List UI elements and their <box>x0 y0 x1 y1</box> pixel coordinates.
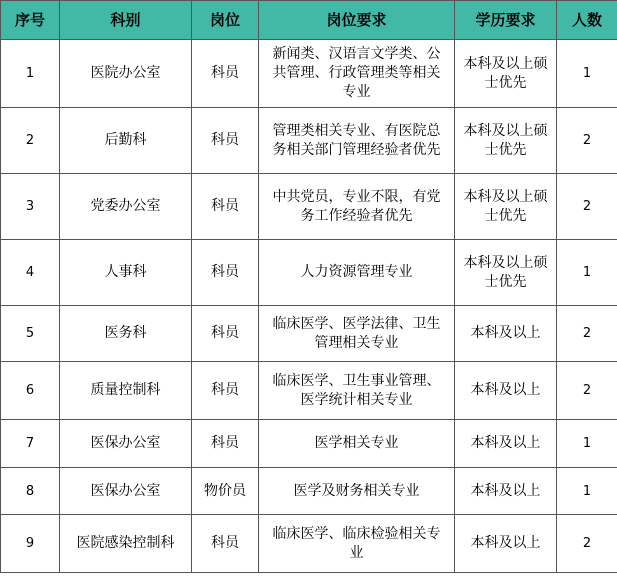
cell-post: 物价员 <box>192 468 259 515</box>
cell-education: 本科及以上硕士优先 <box>455 108 557 174</box>
cell-seq: 7 <box>1 420 60 468</box>
cell-seq: 3 <box>1 174 60 240</box>
cell-count: 1 <box>557 420 617 468</box>
table-row <box>1 306 617 362</box>
table-row <box>1 40 617 108</box>
cell-post: 科员 <box>192 108 259 174</box>
cell-requirement: 临床医学、卫生事业管理、医学统计相关专业 <box>259 362 455 420</box>
cell-education: 本科及以上硕士优先 <box>455 240 557 306</box>
cell-post: 科员 <box>192 40 259 108</box>
cell-post: 科员 <box>192 240 259 306</box>
header-education: 学历要求 <box>455 1 557 40</box>
table-row <box>1 108 617 174</box>
cell-seq: 1 <box>1 40 60 108</box>
cell-requirement: 临床医学、医学法律、卫生管理相关专业 <box>259 306 455 362</box>
cell-count: 2 <box>557 515 617 573</box>
cell-dept: 质量控制科 <box>60 362 192 420</box>
cell-count: 2 <box>557 174 617 240</box>
cell-education: 本科及以上硕士优先 <box>455 40 557 108</box>
cell-requirement: 新闻类、汉语言文学类、公共管理、行政管理类等相关专业 <box>259 40 455 108</box>
cell-dept: 医务科 <box>60 306 192 362</box>
cell-dept: 党委办公室 <box>60 174 192 240</box>
cell-requirement: 管理类相关专业、有医院总务相关部门管理经验者优先 <box>259 108 455 174</box>
cell-post: 科员 <box>192 362 259 420</box>
cell-education: 本科及以上 <box>455 362 557 420</box>
cell-count: 1 <box>557 40 617 108</box>
cell-dept: 医保办公室 <box>60 468 192 515</box>
cell-post: 科员 <box>192 515 259 573</box>
table-header-row <box>1 1 617 40</box>
table-row <box>1 420 617 468</box>
cell-post: 科员 <box>192 174 259 240</box>
cell-post: 科员 <box>192 420 259 468</box>
cell-education: 本科及以上 <box>455 420 557 468</box>
header-post: 岗位 <box>192 1 259 40</box>
cell-count: 2 <box>557 306 617 362</box>
cell-count: 1 <box>557 240 617 306</box>
cell-requirement: 中共党员，专业不限，有党务工作经验者优先 <box>259 174 455 240</box>
cell-education: 本科及以上 <box>455 468 557 515</box>
cell-count: 2 <box>557 108 617 174</box>
table-row <box>1 174 617 240</box>
cell-seq: 8 <box>1 468 60 515</box>
cell-seq: 2 <box>1 108 60 174</box>
cell-count: 1 <box>557 468 617 515</box>
cell-dept: 医院感染控制科 <box>60 515 192 573</box>
cell-requirement: 人力资源管理专业 <box>259 240 455 306</box>
cell-dept: 后勤科 <box>60 108 192 174</box>
header-count: 人数 <box>557 1 617 40</box>
cell-seq: 4 <box>1 240 60 306</box>
header-dept: 科别 <box>60 1 192 40</box>
cell-education: 本科及以上 <box>455 515 557 573</box>
cell-dept: 医保办公室 <box>60 420 192 468</box>
cell-education: 本科及以上硕士优先 <box>455 174 557 240</box>
cell-seq: 9 <box>1 515 60 573</box>
cell-requirement: 医学及财务相关专业 <box>259 468 455 515</box>
header-requirement: 岗位要求 <box>259 1 455 40</box>
cell-dept: 人事科 <box>60 240 192 306</box>
table-row <box>1 240 617 306</box>
cell-seq: 5 <box>1 306 60 362</box>
cell-post: 科员 <box>192 306 259 362</box>
cell-count: 2 <box>557 362 617 420</box>
cell-seq: 6 <box>1 362 60 420</box>
cell-requirement: 医学相关专业 <box>259 420 455 468</box>
cell-requirement: 临床医学、临床检验相关专业 <box>259 515 455 573</box>
table-row <box>1 515 617 573</box>
table-row <box>1 468 617 515</box>
cell-education: 本科及以上 <box>455 306 557 362</box>
cell-dept: 医院办公室 <box>60 40 192 108</box>
header-seq: 序号 <box>1 1 60 40</box>
table-row <box>1 362 617 420</box>
